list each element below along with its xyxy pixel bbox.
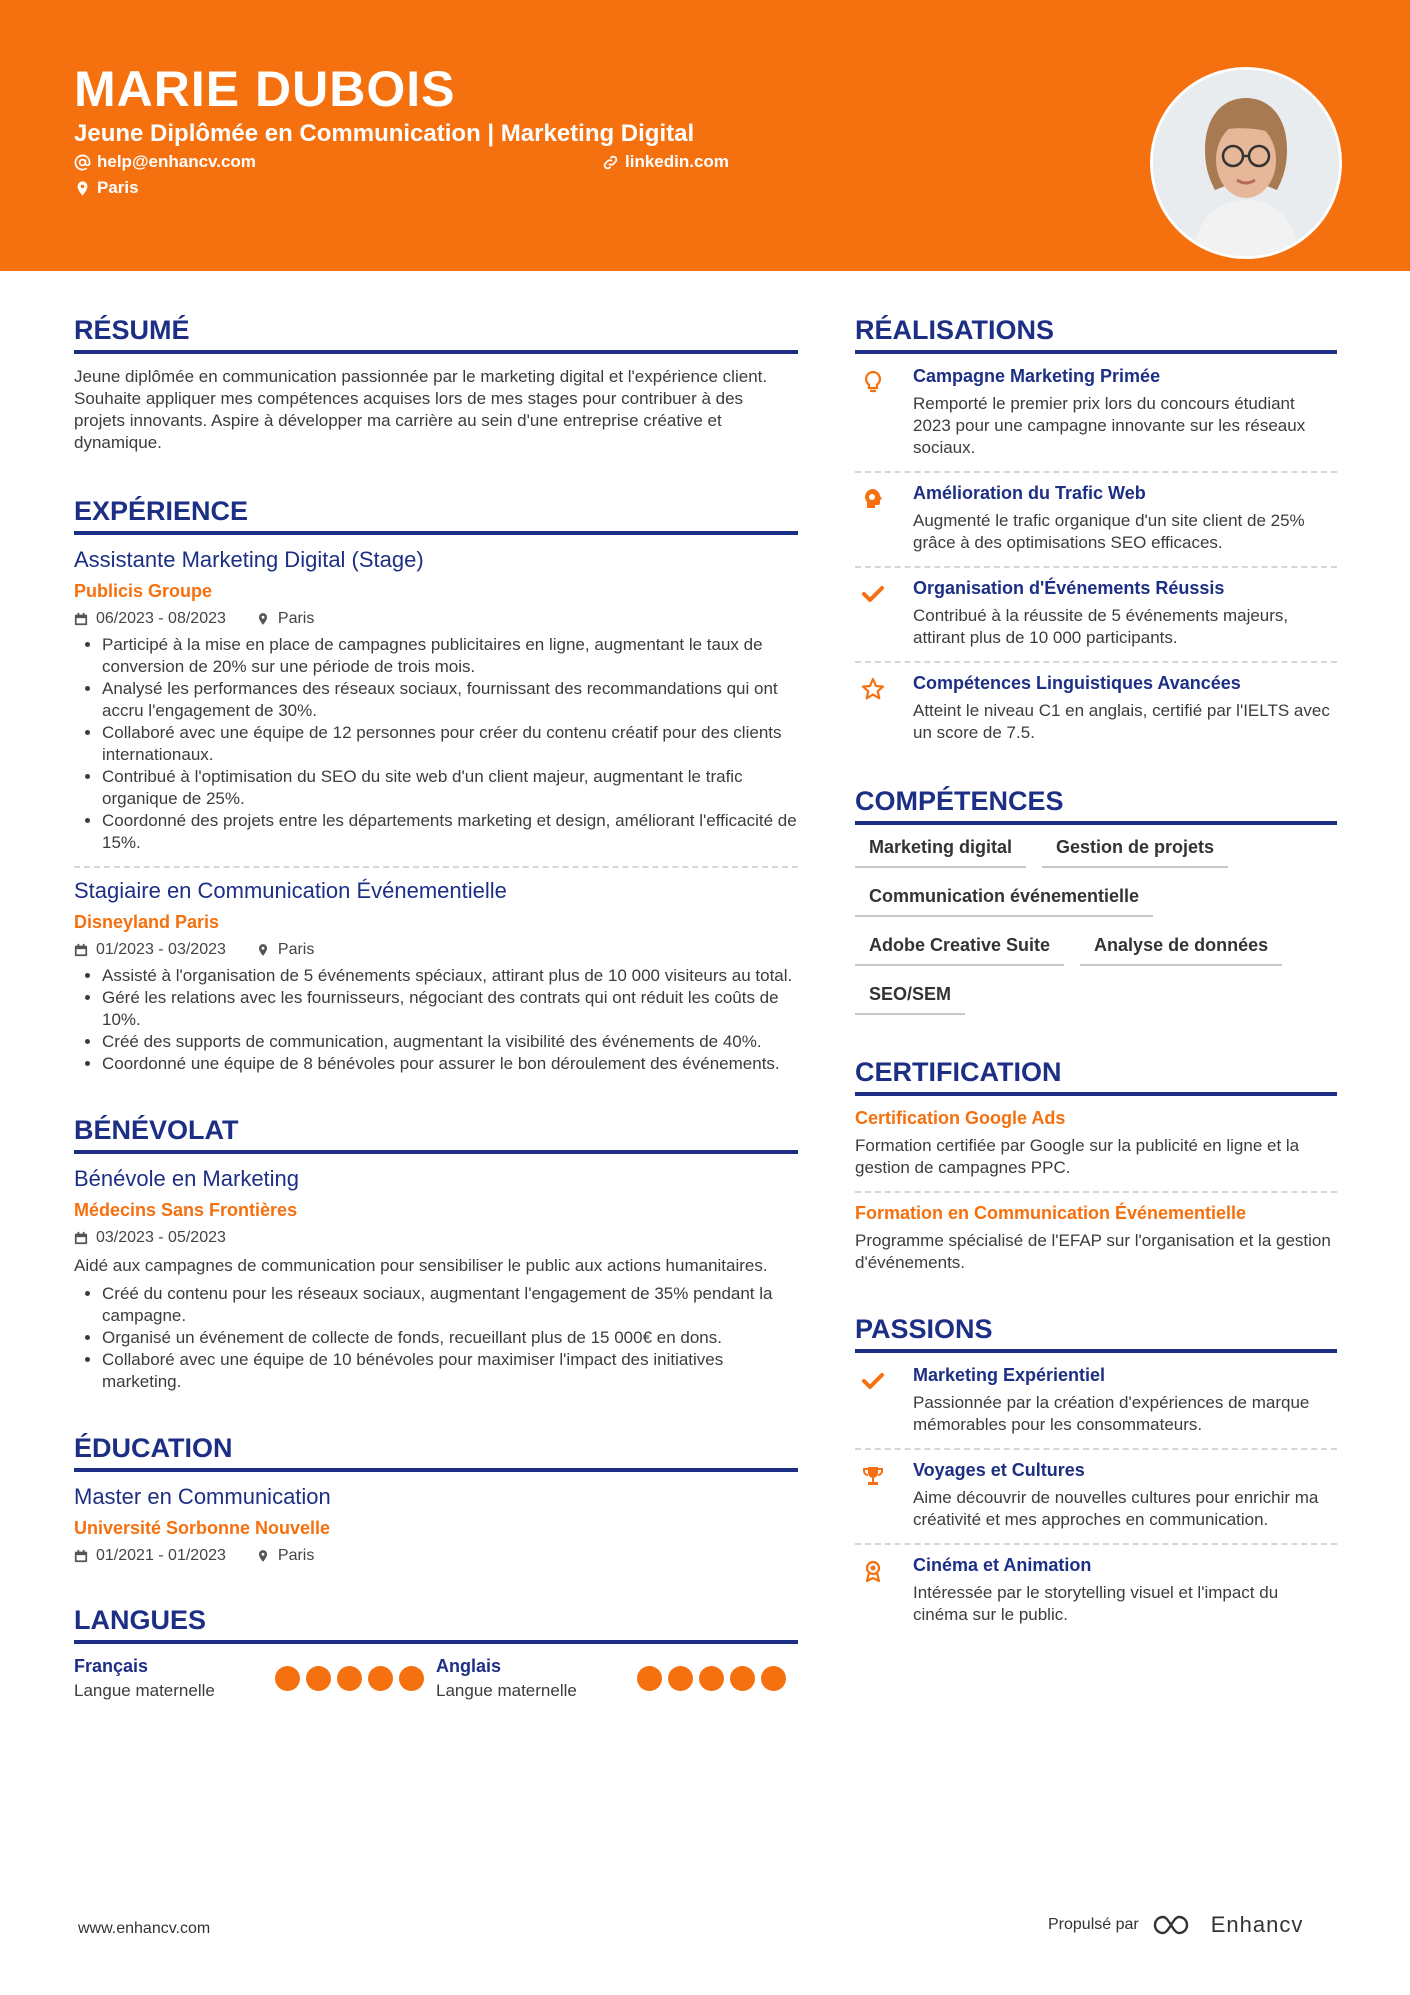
divider bbox=[74, 866, 798, 868]
achievement-desc: Remporté le premier prix lors du concours étudiant 2023 pour une campagne innovante sur les réseaux sociaux. bbox=[913, 394, 1306, 457]
job-entry bbox=[74, 878, 798, 1075]
job-location: Paris bbox=[277, 941, 315, 958]
bullet-item: • Analysé les performances des réseaux sociaux, fournissant des recommandations qui ont accru l'engagement de 30%. bbox=[102, 678, 798, 722]
bullet-item: • Créé du contenu pour les réseaux sociaux, augmentant l'engagement de 35% pendant la campagne. bbox=[102, 1283, 798, 1327]
footer-branding[interactable] bbox=[1048, 1912, 1303, 1938]
languages-row bbox=[74, 1656, 798, 1701]
job-company: Publicis Groupe bbox=[74, 581, 213, 601]
headline: Jeune Diplômée en Communication | Marketing Digital bbox=[74, 120, 695, 147]
brand-name: Enhancv bbox=[1210, 1912, 1304, 1937]
skill-tag: Analyse de données bbox=[1080, 935, 1282, 966]
bullet-item: • Collaboré avec une équipe de 12 personnes pour créer du contenu créatif pour des clients internationaux. bbox=[102, 722, 798, 766]
right-column bbox=[855, 315, 1337, 1626]
email-contact[interactable] bbox=[74, 152, 256, 172]
job-meta bbox=[74, 610, 798, 628]
achievements-title: RÉALISATIONS bbox=[855, 315, 1337, 354]
rating-dot bbox=[668, 1666, 693, 1691]
education-location-wrap bbox=[256, 1547, 314, 1565]
skill-tag: SEO/SEM bbox=[855, 984, 965, 1015]
skill-tag: Marketing digital bbox=[855, 837, 1026, 868]
language-item bbox=[74, 1656, 436, 1701]
job-entry bbox=[74, 547, 798, 854]
passion-item bbox=[855, 1555, 1337, 1626]
passion-title: Cinéma et Animation bbox=[913, 1555, 1092, 1575]
linkedin-text: linkedin.com bbox=[625, 152, 729, 171]
divider bbox=[855, 1543, 1337, 1545]
at-icon bbox=[74, 154, 91, 171]
rating-dot bbox=[306, 1666, 331, 1691]
achievement-item bbox=[855, 483, 1337, 554]
volunteer-title: BÉNÉVOLAT bbox=[74, 1115, 798, 1154]
location-text: Paris bbox=[97, 178, 139, 197]
left-column bbox=[74, 315, 798, 1701]
portrait-icon bbox=[1153, 70, 1339, 256]
achievement-item bbox=[855, 578, 1337, 649]
cert-desc: Formation certifiée par Google sur la publicité en ligne et la gestion de campagnes PPC. bbox=[855, 1136, 1300, 1177]
rating-dot bbox=[699, 1666, 724, 1691]
volunteer-section bbox=[74, 1115, 798, 1393]
rating-dot bbox=[399, 1666, 424, 1691]
bullet-item: • Participé à la mise en place de campagnes publicitaires en ligne, augmentant le taux de conversion de 20% sur une période de trois mois. bbox=[102, 634, 798, 678]
skills-title: COMPÉTENCES bbox=[855, 786, 1337, 825]
achievement-item bbox=[855, 673, 1337, 744]
location-pin-icon bbox=[256, 943, 270, 957]
bullet-item: • Coordonné une équipe de 8 bénévoles pour assurer le bon déroulement des événements. bbox=[102, 1053, 798, 1075]
check-icon bbox=[861, 1369, 885, 1393]
certification-section bbox=[855, 1057, 1337, 1274]
cert-title: Formation en Communication Événementielle bbox=[855, 1203, 1247, 1223]
rating-dot bbox=[275, 1666, 300, 1691]
rating-dot bbox=[337, 1666, 362, 1691]
job-bullets bbox=[74, 965, 798, 1075]
bullet-item: • Organisé un événement de collecte de fonds, recueillant plus de 15 000€ en dons. bbox=[102, 1327, 798, 1349]
cert-desc: Programme spécialisé de l'EFAP sur l'organisation et la gestion d'événements. bbox=[855, 1231, 1331, 1272]
achievements-section bbox=[855, 315, 1337, 744]
certification-title: CERTIFICATION bbox=[855, 1057, 1337, 1096]
location-pin-icon bbox=[256, 1549, 270, 1563]
passion-item bbox=[855, 1460, 1337, 1531]
degree: Master en Communication bbox=[74, 1484, 331, 1509]
link-icon bbox=[602, 154, 619, 171]
check-icon bbox=[861, 582, 885, 606]
language-level: Langue maternelle bbox=[436, 1681, 577, 1700]
job-location: Paris bbox=[277, 610, 315, 627]
job-company: Disneyland Paris bbox=[74, 912, 220, 932]
location-pin-icon bbox=[256, 612, 270, 626]
volunteer-meta bbox=[74, 1229, 798, 1247]
language-item bbox=[436, 1656, 798, 1701]
passions-title: PASSIONS bbox=[855, 1314, 1337, 1353]
education-section bbox=[74, 1433, 798, 1565]
location-contact bbox=[74, 178, 139, 198]
language-rating bbox=[637, 1666, 786, 1691]
volunteer-bullets bbox=[74, 1283, 798, 1393]
passions-section bbox=[855, 1314, 1337, 1626]
summary-section bbox=[74, 315, 798, 454]
divider bbox=[855, 471, 1337, 473]
job-location-wrap bbox=[256, 941, 314, 959]
calendar-icon bbox=[74, 1231, 88, 1245]
volunteer-dates: 03/2023 - 05/2023 bbox=[96, 1229, 226, 1246]
passion-title: Voyages et Cultures bbox=[913, 1460, 1085, 1480]
rating-dot bbox=[368, 1666, 393, 1691]
bullet-item: • Géré les relations avec les fournisseurs, négociant des contrats qui ont réduit les coûts de 10%. bbox=[102, 987, 798, 1031]
job-dates: 06/2023 - 08/2023 bbox=[96, 610, 226, 627]
education-location: Paris bbox=[277, 1547, 315, 1564]
profile-photo bbox=[1150, 67, 1342, 259]
calendar-icon bbox=[74, 943, 88, 957]
passion-item bbox=[855, 1365, 1337, 1436]
bullet-item: • Collaboré avec une équipe de 10 bénévoles pour maximiser l'impact des initiatives marketing. bbox=[102, 1349, 798, 1393]
achievement-title: Organisation d'Événements Réussis bbox=[913, 578, 1225, 598]
bullet-item: • Créé des supports de communication, augmentant la visibilité des événements de 40%. bbox=[102, 1031, 798, 1053]
language-level: Langue maternelle bbox=[74, 1681, 215, 1700]
education-dates: 01/2021 - 01/2023 bbox=[96, 1547, 226, 1564]
skills-section bbox=[855, 786, 1337, 1015]
cert-title: Certification Google Ads bbox=[855, 1108, 1066, 1128]
head-icon bbox=[861, 487, 885, 511]
education-title: ÉDUCATION bbox=[74, 1433, 798, 1472]
achievement-desc: Atteint le niveau C1 en anglais, certifié par l'IELTS avec un score de 7.5. bbox=[913, 701, 1330, 742]
passion-desc: Aime découvrir de nouvelles cultures pour enrichir ma créativité et mes approches en communication. bbox=[913, 1488, 1319, 1529]
bullet-item: • Contribué à l'optimisation du SEO du site web d'un client majeur, augmentant le trafic organique de 25%. bbox=[102, 766, 798, 810]
volunteer-role: Bénévole en Marketing bbox=[74, 1166, 300, 1191]
skill-tag: Communication événementielle bbox=[855, 886, 1153, 917]
location-pin-icon bbox=[74, 180, 91, 197]
award-icon bbox=[861, 1559, 885, 1583]
lightbulb-icon bbox=[861, 370, 885, 394]
divider bbox=[855, 1191, 1337, 1193]
divider bbox=[855, 566, 1337, 568]
divider bbox=[855, 1448, 1337, 1450]
job-meta bbox=[74, 941, 798, 959]
email-text: help@enhancv.com bbox=[97, 152, 256, 171]
skill-tag: Adobe Creative Suite bbox=[855, 935, 1064, 966]
job-dates: 01/2023 - 03/2023 bbox=[96, 941, 226, 958]
achievement-item bbox=[855, 366, 1337, 459]
language-name: Français bbox=[74, 1656, 149, 1676]
bullet-item: • Coordonné des projets entre les départements marketing et design, améliorant l'efficacité de 15%. bbox=[102, 810, 798, 854]
star-icon bbox=[861, 677, 885, 701]
rating-dot bbox=[761, 1666, 786, 1691]
candidate-name: MARIE DUBOIS bbox=[74, 61, 456, 117]
achievement-desc: Augmenté le trafic organique d'un site client de 25% grâce à des optimisations SEO efficaces. bbox=[913, 511, 1305, 552]
trophy-icon bbox=[861, 1464, 885, 1488]
language-name: Anglais bbox=[436, 1656, 502, 1676]
bullet-item: • Assisté à l'organisation de 5 événements spéciaux, attirant plus de 10 000 visiteurs au total. bbox=[102, 965, 798, 987]
volunteer-org: Médecins Sans Frontières bbox=[74, 1200, 298, 1220]
enhancv-logo-icon bbox=[1151, 1913, 1199, 1937]
rating-dot bbox=[730, 1666, 755, 1691]
divider bbox=[855, 661, 1337, 663]
language-rating bbox=[275, 1666, 424, 1691]
passion-desc: Intéressée par le storytelling visuel et l'impact du cinéma sur le public. bbox=[913, 1583, 1279, 1624]
summary-title: RÉSUMÉ bbox=[74, 315, 798, 354]
school: Université Sorbonne Nouvelle bbox=[74, 1518, 331, 1538]
skill-tag: Gestion de projets bbox=[1042, 837, 1228, 868]
job-bullets bbox=[74, 634, 798, 854]
rating-dot bbox=[637, 1666, 662, 1691]
languages-section bbox=[74, 1605, 798, 1701]
job-role: Assistante Marketing Digital (Stage) bbox=[74, 547, 424, 572]
job-location-wrap bbox=[256, 610, 314, 628]
achievement-title: Compétences Linguistiques Avancées bbox=[913, 673, 1241, 693]
volunteer-description: Aidé aux campagnes de communication pour sensibiliser le public aux actions humanitaires. bbox=[74, 1256, 768, 1275]
languages-title: LANGUES bbox=[74, 1605, 798, 1644]
calendar-icon bbox=[74, 1549, 88, 1563]
skills-list bbox=[855, 837, 1337, 1015]
passion-desc: Passionnée par la création d'expériences de marque mémorables pour les consommateurs. bbox=[913, 1393, 1310, 1434]
job-role: Stagiaire en Communication Événementielle bbox=[74, 878, 507, 903]
powered-by-text: Propulsé par bbox=[1048, 1916, 1139, 1933]
experience-section bbox=[74, 496, 798, 1075]
education-meta bbox=[74, 1547, 798, 1565]
achievement-title: Amélioration du Trafic Web bbox=[913, 483, 1146, 503]
linkedin-contact[interactable] bbox=[602, 152, 729, 172]
footer-website[interactable]: www.enhancv.com bbox=[78, 1920, 211, 1937]
calendar-icon bbox=[74, 612, 88, 626]
achievement-desc: Contribué à la réussite de 5 événements majeurs, attirant plus de 10 000 participants. bbox=[913, 606, 1289, 647]
passion-title: Marketing Expérientiel bbox=[913, 1365, 1106, 1385]
header-banner bbox=[0, 0, 1410, 271]
summary-text: Jeune diplômée en communication passionnée par le marketing digital et l'expérience client. Souhaite appliquer mes compétences acquises lors de mes stages pour contribuer à des projets innovants. Aspire à développer ma carrière au sein d'une entreprise créative et dynamique. bbox=[74, 367, 768, 452]
experience-title: EXPÉRIENCE bbox=[74, 496, 798, 535]
achievement-title: Campagne Marketing Primée bbox=[913, 366, 1161, 386]
